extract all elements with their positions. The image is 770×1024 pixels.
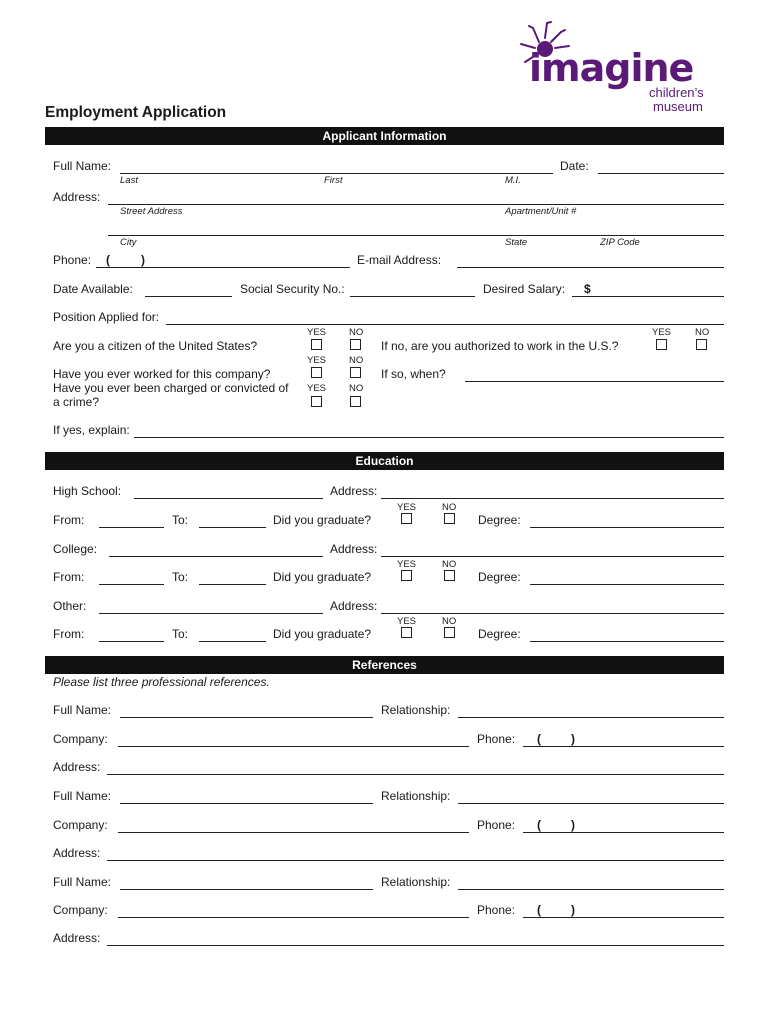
ref1-full-name-label: Full Name: — [53, 703, 112, 717]
logo-brand-text: imagine — [529, 46, 694, 90]
other-graduate-no-checkbox[interactable] — [444, 627, 455, 638]
college-degree-input[interactable] — [530, 570, 724, 585]
ref3-company-input[interactable] — [118, 903, 469, 918]
ref1-paren-close: ) — [571, 732, 575, 746]
ref2-relationship-input[interactable] — [458, 789, 724, 804]
hs-to-label: To: — [172, 513, 189, 527]
ref3-phone-input[interactable] — [523, 903, 724, 918]
college-graduate-question: Did you graduate? — [273, 570, 372, 584]
ref1-address-label: Address: — [53, 760, 101, 774]
convicted-no-checkbox[interactable] — [350, 396, 361, 407]
high-school-label: High School: — [53, 484, 122, 498]
ref2-address-input[interactable] — [107, 846, 724, 861]
logo-line-childrens: children’s — [649, 85, 704, 100]
ref3-phone-label: Phone: — [477, 903, 516, 917]
college-address-label: Address: — [330, 542, 378, 556]
explain-label: If yes, explain: — [53, 423, 130, 437]
ref1-company-label: Company: — [53, 732, 108, 746]
phone-paren-open: ( — [106, 253, 110, 267]
ref2-phone-label: Phone: — [477, 818, 516, 832]
ref1-phone-label: Phone: — [477, 732, 516, 746]
ref3-paren-open: ( — [537, 903, 541, 917]
ref1-relationship-label: Relationship: — [381, 703, 451, 717]
ref3-relationship-input[interactable] — [458, 875, 724, 890]
form-title: Employment Application — [45, 104, 227, 121]
high-school-address-label: Address: — [330, 484, 378, 498]
authorized-no-label: NO — [695, 327, 710, 338]
date-input[interactable] — [598, 159, 724, 174]
ref2-paren-close: ) — [571, 818, 575, 832]
date-available-input[interactable] — [145, 282, 232, 297]
convicted-yes-label: YES — [307, 383, 327, 394]
worked-yes-label: YES — [307, 355, 327, 366]
other-school-label: Other: — [53, 599, 87, 613]
ref2-company-label: Company: — [53, 818, 108, 832]
hs-from-input[interactable] — [99, 513, 164, 528]
other-from-label: From: — [53, 627, 85, 641]
salary-dollar-sign: $ — [584, 282, 591, 296]
ref1-paren-open: ( — [537, 732, 541, 746]
other-from-input[interactable] — [99, 627, 164, 642]
ref1-address-input[interactable] — [107, 760, 724, 775]
ref3-address-input[interactable] — [107, 931, 724, 946]
college-input[interactable] — [109, 542, 323, 557]
hs-to-input[interactable] — [199, 513, 266, 528]
ref2-full-name-label: Full Name: — [53, 789, 112, 803]
convicted-no-label: NO — [349, 383, 364, 394]
high-school-address-input[interactable] — [381, 484, 724, 499]
worked-no-checkbox[interactable] — [350, 367, 361, 378]
other-degree-input[interactable] — [530, 627, 724, 642]
other-address-label: Address: — [330, 599, 378, 613]
ref2-relationship-label: Relationship: — [381, 789, 451, 803]
college-degree-label: Degree: — [478, 570, 521, 584]
convicted-yes-checkbox[interactable] — [311, 396, 322, 407]
hs-graduate-yes-label: YES — [397, 502, 417, 513]
ref2-address-label: Address: — [53, 846, 101, 860]
citizen-yes-checkbox[interactable] — [311, 339, 322, 350]
other-degree-label: Degree: — [478, 627, 521, 641]
college-to-input[interactable] — [199, 570, 266, 585]
hs-degree-input[interactable] — [530, 513, 724, 528]
sublabel-state: State — [505, 237, 528, 248]
other-graduate-yes-label: YES — [397, 616, 417, 627]
authorized-question: If no, are you authorized to work in the U.S.? — [381, 339, 619, 353]
desired-salary-input[interactable] — [572, 282, 724, 297]
authorized-no-checkbox[interactable] — [696, 339, 707, 350]
date-label: Date: — [560, 159, 589, 173]
city-state-zip-input[interactable] — [108, 221, 724, 236]
college-label: College: — [53, 542, 98, 556]
college-graduate-yes-label: YES — [397, 559, 417, 570]
ref2-paren-open: ( — [537, 818, 541, 832]
museum-logo — [515, 20, 720, 120]
hs-degree-label: Degree: — [478, 513, 521, 527]
hs-from-label: From: — [53, 513, 85, 527]
full-name-input[interactable] — [120, 159, 553, 174]
sublabel-mi: M.I. — [505, 175, 521, 186]
college-from-input[interactable] — [99, 570, 164, 585]
ref2-phone-input[interactable] — [523, 818, 724, 833]
sublabel-street: Street Address — [120, 206, 183, 217]
sublabel-zip: ZIP Code — [600, 237, 640, 248]
section-header-applicant: Applicant Information — [45, 127, 724, 145]
other-school-input[interactable] — [99, 599, 323, 614]
position-label: Position Applied for: — [53, 310, 160, 324]
ref3-relationship-label: Relationship: — [381, 875, 451, 889]
phone-paren-close: ) — [141, 253, 145, 267]
college-graduate-yes-checkbox[interactable] — [401, 570, 412, 581]
ref3-paren-close: ) — [571, 903, 575, 917]
college-address-input[interactable] — [381, 542, 724, 557]
position-input[interactable] — [166, 310, 724, 325]
if-so-when-label: If so, when? — [381, 367, 446, 381]
ref3-full-name-input[interactable] — [120, 875, 373, 890]
hs-graduate-no-label: NO — [442, 502, 457, 513]
ref3-address-label: Address: — [53, 931, 101, 945]
other-address-input[interactable] — [381, 599, 724, 614]
ssn-label: Social Security No.: — [240, 282, 345, 296]
other-to-input[interactable] — [199, 627, 266, 642]
desired-salary-label: Desired Salary: — [483, 282, 566, 296]
full-name-label: Full Name: — [53, 159, 112, 173]
phone-input[interactable] — [96, 253, 350, 268]
hs-graduate-question: Did you graduate? — [273, 513, 372, 527]
sublabel-city: City — [120, 237, 137, 248]
street-address-input[interactable] — [108, 190, 724, 205]
logo-line-museum: museum — [653, 99, 703, 114]
references-instructions: Please list three professional references. — [53, 675, 270, 689]
college-from-label: From: — [53, 570, 85, 584]
sublabel-last: Last — [120, 175, 138, 186]
ref1-relationship-input[interactable] — [458, 703, 724, 718]
convicted-question-line2: a crime? — [53, 395, 100, 409]
hs-graduate-yes-checkbox[interactable] — [401, 513, 412, 524]
college-graduate-no-label: NO — [442, 559, 457, 570]
ref1-full-name-input[interactable] — [120, 703, 373, 718]
if-so-when-input[interactable] — [465, 367, 724, 382]
hs-graduate-no-checkbox[interactable] — [444, 513, 455, 524]
college-graduate-no-checkbox[interactable] — [444, 570, 455, 581]
worked-yes-checkbox[interactable] — [311, 367, 322, 378]
college-to-label: To: — [172, 570, 189, 584]
ref2-full-name-input[interactable] — [120, 789, 373, 804]
ref1-company-input[interactable] — [118, 732, 469, 747]
section-header-references: References — [45, 656, 724, 674]
citizen-yes-label: YES — [307, 327, 327, 338]
date-available-label: Date Available: — [53, 282, 133, 296]
other-graduate-no-label: NO — [442, 616, 457, 627]
ssn-input[interactable] — [350, 282, 475, 297]
email-input[interactable] — [457, 253, 724, 268]
convicted-question-line1: Have you ever been charged or convicted of — [53, 381, 289, 395]
citizen-question: Are you a citizen of the United States? — [53, 339, 258, 353]
other-graduate-yes-checkbox[interactable] — [401, 627, 412, 638]
ref2-company-input[interactable] — [118, 818, 469, 833]
other-graduate-question: Did you graduate? — [273, 627, 372, 641]
authorized-yes-checkbox[interactable] — [656, 339, 667, 350]
worked-question: Have you ever worked for this company? — [53, 367, 271, 381]
phone-label: Phone: — [53, 253, 92, 267]
section-header-education: Education — [45, 452, 724, 470]
ref3-full-name-label: Full Name: — [53, 875, 112, 889]
worked-no-label: NO — [349, 355, 364, 366]
ref3-company-label: Company: — [53, 903, 108, 917]
ref1-phone-input[interactable] — [523, 732, 724, 747]
high-school-input[interactable] — [134, 484, 323, 499]
email-label: E-mail Address: — [357, 253, 442, 267]
sublabel-first: First — [324, 175, 343, 186]
other-to-label: To: — [172, 627, 189, 641]
address-label: Address: — [53, 190, 101, 204]
authorized-yes-label: YES — [652, 327, 672, 338]
citizen-no-checkbox[interactable] — [350, 339, 361, 350]
sublabel-apartment: Apartment/Unit # — [505, 206, 577, 217]
citizen-no-label: NO — [349, 327, 364, 338]
explain-input[interactable] — [134, 423, 724, 438]
